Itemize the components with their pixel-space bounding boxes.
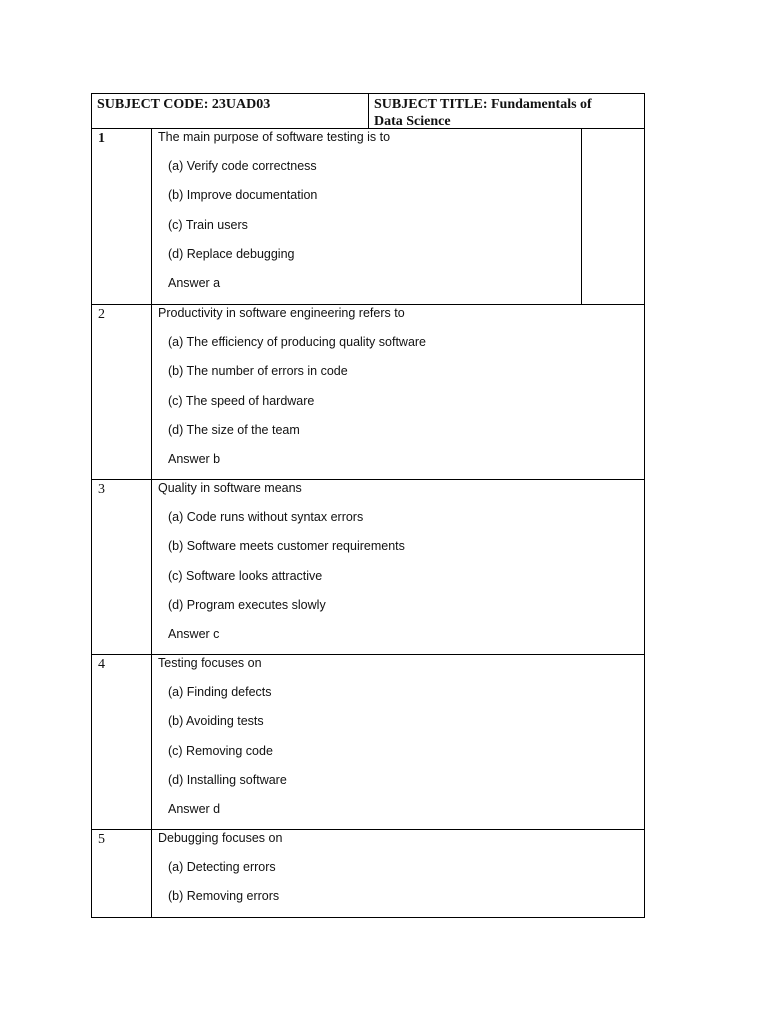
answer: Answer a [168,275,221,290]
answer: Answer c [168,626,220,641]
subject-title [369,94,644,128]
option-d: (d) The size of the team [168,422,300,437]
question-number: 5 [92,830,152,917]
question-number: 4 [92,655,152,829]
question-body [152,830,644,918]
option-b: (b) The number of errors in code [168,364,348,379]
subject-code: SUBJECT CODE: 23UAD03 [92,94,369,128]
question-number: 2 [92,305,152,479]
question-body [152,305,644,480]
option-b: (b) Software meets customer requirements [168,539,405,554]
question-text: Quality in software means [158,481,302,495]
option-b: (b) Improve documentation [168,188,318,203]
option-a: (a) Code runs without syntax errors [168,510,364,525]
question-text: Debugging focuses on [158,831,283,845]
question-body [152,129,644,304]
header-row [91,93,645,129]
question-body [152,480,644,655]
option-c: (c) The speed of hardware [168,393,315,408]
option-b: (b) Avoiding tests [168,714,264,729]
option-a: (a) Detecting errors [168,860,276,875]
option-d: (d) Installing software [168,772,287,787]
marks-column-divider [581,129,582,304]
subject-title-line1: SUBJECT TITLE: Fundamentals of [374,97,592,112]
option-a: (a) The efficiency of producing quality software [168,335,427,350]
question-row-2 [91,305,645,480]
question-text: Testing focuses on [158,656,262,670]
question-text: The main purpose of software testing is to [158,130,391,144]
option-c: (c) Removing code [168,743,273,758]
question-row-5 [91,830,645,918]
question-body [152,655,644,830]
question-row-4 [91,655,645,830]
option-c: (c) Train users [168,217,248,232]
option-b: (b) Removing errors [168,889,280,904]
question-number: 1 [92,129,152,304]
subject-title-line2: Data Science [374,114,451,129]
question-number: 3 [92,480,152,654]
answer: Answer d [168,801,221,816]
question-sheet [91,93,645,918]
question-row-3 [91,480,645,655]
answer: Answer b [168,451,221,466]
option-c: (c) Software looks attractive [168,568,323,583]
question-row-1 [91,129,645,305]
option-a: (a) Finding defects [168,685,272,700]
option-d: (d) Replace debugging [168,246,295,261]
option-d: (d) Program executes slowly [168,597,326,612]
option-a: (a) Verify code correctness [168,159,317,174]
question-text: Productivity in software engineering refers to [158,306,405,320]
